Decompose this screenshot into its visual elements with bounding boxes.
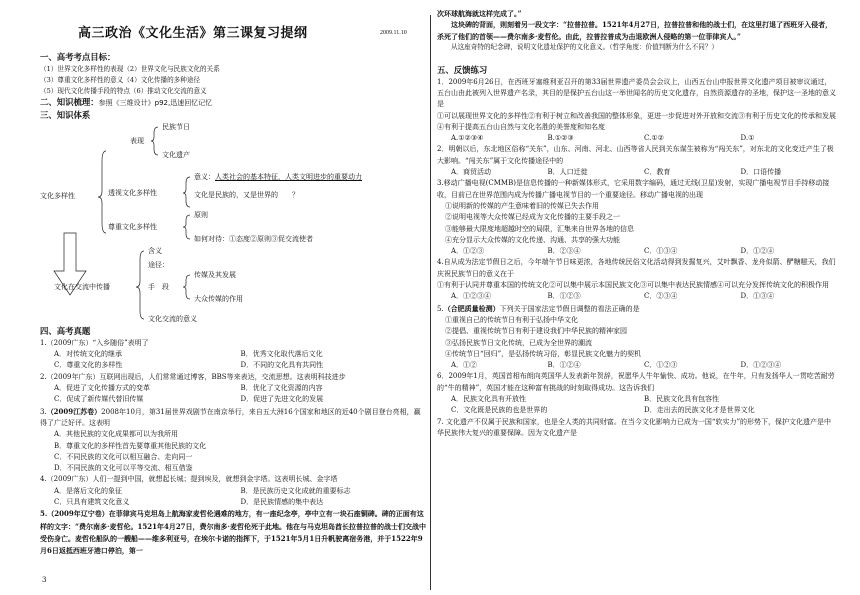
section-heading-2-label: 二、知识梳理： <box>40 97 99 108</box>
question-3-number: 3. <box>40 407 47 416</box>
section-heading-2 <box>40 97 427 110</box>
tree-node-biaoxian: 表现 <box>130 137 144 146</box>
question-4-options <box>40 486 427 509</box>
option: C．尊重文化的多样性 <box>54 361 123 370</box>
option: C．文化既是民族的也是世界的 <box>451 406 548 415</box>
question-5 <box>40 508 427 557</box>
exercise-2: 2．明朝以后，东北地区俗称“关东”，山东、河南、河北、山西等省人民到关东谋生被称为“闯关东”，对东北的文化变迁产生了极大影响。“闯关东”属于文化传播途径中的 <box>437 145 834 165</box>
goal-line: （5）现代文化传播手段的特点（6）推动文化交流的意义 <box>40 87 207 96</box>
right-column <box>437 8 837 439</box>
exercise-1-options <box>437 133 837 144</box>
exercise-2-options <box>437 167 837 178</box>
exercise-6-options <box>437 394 837 417</box>
option: D．①②③④ <box>740 361 782 370</box>
exercise-5-item: ①重视自己的传统节日有利于弘扬中华文化 <box>445 315 578 324</box>
option: B.①②③ <box>547 134 574 143</box>
exercise-5-options <box>437 360 837 371</box>
document-date: 2009.11.10 <box>380 30 407 36</box>
exercise-5-item: ③弘扬民族节日文化传统，已成为全世界的潮流 <box>445 338 592 347</box>
option: C．只具有建筑文化意义 <box>54 498 130 507</box>
option: D.① <box>740 134 755 143</box>
q5-ask: 从这座奇特的纪念碑，说明文化遗址保护的文化意义。（哲学角度：价值判断为什么不同？） <box>451 42 719 51</box>
tree-leaf-definition: 含义 <box>148 247 162 256</box>
option: C．②③④ <box>644 292 678 301</box>
option: D．不同的文化具有共同性 <box>240 361 324 370</box>
exercise-5-number: 5. <box>437 304 444 313</box>
tree-leaf-national-world-text: 文化是民族的，又是世界的 <box>194 191 278 200</box>
tree-leaf-meaning <box>194 173 362 182</box>
option: D．口语传播 <box>740 168 782 177</box>
tree-leaf-media: 传媒及其发展 <box>194 271 236 280</box>
question-2-options <box>40 383 427 406</box>
tree-leaf-mass-media: 大众传媒的作用 <box>194 295 243 304</box>
exercise-7: 7. 文化遗产不仅属于民族和国家，也是全人类的共同财富。在当今文化影响力已成为一国“软实力”的形势下，保护文化遗产是中华民族伟大复兴的重要保障。因为文化遗产是 <box>437 417 832 437</box>
option: B．是民族历史文化成就的重要标志 <box>240 486 351 495</box>
option: D．走出去的民族文化才是世界文化 <box>644 406 755 415</box>
question-3 <box>40 406 427 430</box>
option: B．②③④ <box>547 247 581 256</box>
option: D．①②④ <box>740 247 775 256</box>
tree-leaf-paths: 途径： <box>148 261 169 270</box>
option: B．①②④ <box>547 361 581 370</box>
option: B．尊重文化的多样性首先要尊重其他民族的文化 <box>54 441 207 450</box>
question-5-source: 5.（2009年辽宁卷） <box>40 509 109 519</box>
question-1: 1.（2009广东）“入乡随俗”表明了 <box>40 338 149 347</box>
tree-root-diversity: 文化多样性 <box>40 192 75 201</box>
exercise-5-source: （合肥质量检测） <box>443 303 500 313</box>
tree-node-respect: 尊重文化多样性 <box>108 223 157 232</box>
tree-leaf-festival: 民族节日 <box>162 123 190 132</box>
exercise-5 <box>437 303 837 315</box>
knowledge-tree <box>40 121 427 326</box>
exercise-6: 6．2009年1月，英国首相布朗向英国华人发表新年贺辞，祝愿华人牛年愉快、成功。他说，在牛年，只有发扬华人一贯吃苦耐劳的“牛的精神”，英国才能在这种富有挑战的时刻取得成功。这告诉我们 <box>437 372 835 392</box>
q5-continued: 次环球航海就这样完成了。” <box>437 9 522 18</box>
option: A．其他民族的文化成果都可以为我所用 <box>54 430 179 439</box>
option: C．不同民族的文化可以相互融合、走向同一 <box>54 452 193 461</box>
section-heading-4: 四、高考真题 <box>40 326 91 337</box>
exercise-4-options <box>437 291 837 302</box>
exercise-5-item: ④传统节日“回归”，是弘扬传统习俗，彰显民族文化魅力的契机 <box>445 349 642 358</box>
option: A.①②③④ <box>451 134 484 143</box>
exercise-3: 3.移动广播电视(CMMB)是信息传播的一种新媒体形式，它采用数字编码，通过无线(卫星)发射，实现广播电视节目手持移动接收，目前已在世界范围内成为传播广播电视节目的一个重要途径。移动广播电视的出现 <box>437 179 830 199</box>
option: A．民族文化具有开放性 <box>451 395 527 403</box>
page-number: 3 <box>42 576 47 584</box>
option: D．①③④ <box>740 292 775 301</box>
exercise-3-item: ④充分显示大众传媒的文化传递、沟通、共享的强大功能 <box>445 235 620 244</box>
question-4: 4.（2009广东）人们一提到中国，就想起长城；提到埃及，就想到金字塔。这表明长城、金字塔 <box>40 475 338 484</box>
exercise-3-item: ①说明新的传媒的产生意味着旧的传媒已失去作用 <box>445 201 599 210</box>
section-heading-3: 三、知识体系 <box>40 109 91 120</box>
tree-question-mark: ？ <box>292 191 299 200</box>
question-3-source: （2009江苏卷） <box>46 406 102 416</box>
goal-line: （3）尊重文化多样性的意义（4）文化传播的多种途径 <box>40 75 201 84</box>
page-title: 高三政治《文化生活》第三课复习提纲 <box>78 26 308 41</box>
spacer <box>437 53 837 65</box>
tree-leaf-principle: 原则 <box>194 211 208 220</box>
question-3-options <box>40 429 427 474</box>
option: C．①②③ <box>644 361 678 370</box>
option: C．促成了新传媒代替旧传媒 <box>54 395 144 404</box>
exercise-3-item: ③能够最大限度地超越时空的局限，汇集来自世界各地的信息 <box>445 224 634 233</box>
option: A．商贸活动 <box>451 168 492 177</box>
option: A．对传统文化的继承 <box>54 350 123 359</box>
option: B．①②③ <box>547 292 581 301</box>
option: C．①③④ <box>644 247 678 256</box>
exercise-1-items: ①可以展现世界文化的多样性②有利于树立和改善我国的整体形象，更进一步促进对外开放和交流③有利于历史文化的传承和发展④有利于提高五台山自然与文化名胜的美誉度和知名度 <box>437 111 836 131</box>
column-divider <box>430 15 431 590</box>
tree-leaf-heritage: 文化遗产 <box>162 151 190 160</box>
section-heading-1: 一、高考考点目标： <box>40 52 116 62</box>
option: A．是落后文化的象征 <box>54 486 123 495</box>
option: B．优秀文化取代落后文化 <box>240 350 323 359</box>
q5-back-text: 这块碑的背面，则刻着另一段文字：“拉普拉普。1521年4月27日，拉普拉普和他的战士们，在这里打退了西班牙入侵者，杀死了他们的首领——费尔南多·麦哲伦。由此，拉普拉普成为击退欧洲人侵略的第一位菲律宾人。” <box>437 20 833 41</box>
option: D．不同民族的文化可以平等交流、相互借鉴 <box>54 464 193 473</box>
tree-leaf-meaning-label: 意义： <box>194 173 215 182</box>
exercise-3-item: ②说明电视等大众传媒已经成为文化传播的主要手段之一 <box>445 213 620 222</box>
question-1-options <box>40 349 427 372</box>
option: A．①② <box>451 361 478 370</box>
tree-node-toushi: 透视文化多样性 <box>108 189 157 198</box>
tree-leaf-meaning-text: 人类社会的基本特征，人类文明进步的重要动力 <box>215 173 362 182</box>
option: A．①②③④ <box>451 292 492 301</box>
option: C．教育 <box>644 168 671 177</box>
tree-leaf-national-world <box>194 191 299 200</box>
question-5-text: 在菲律宾马克坦岛上航海家麦哲伦遇难的地方，有一座纪念亭，亭中立有一块石座铜碑。碑的正面有这样的文字：“费尔南多·麦哲伦。1521年4月27日，费尔南多·麦哲伦死于此地。他在与马克坦岛酋长拉普拉普的战士们交战中受伤身亡。麦哲伦船队的一艘船——维多利亚号，在埃尔卡诺的指挥下，于1521年5月1日升帆驶离宿务港，并于1522年9月6日返抵西班牙港口停泊，第一 <box>40 509 426 556</box>
option: A．①②③ <box>451 247 485 256</box>
option: D．是民族情感的集中表达 <box>240 498 324 507</box>
tree-leaf-exchange-meaning: 文化交流的意义 <box>148 315 197 324</box>
option: B．人口迁徙 <box>547 168 588 177</box>
exercise-4-items: ①有利于认同并尊重本国的传统文化②可以集中展示本国民族文化③可以集中表达民族情感④可以充分发挥传统文化的积极作用 <box>437 281 829 290</box>
question-3-text: 2008年10月，第31届世界戏剧节在南京举行，来自五大洲16个国家和地区的近40个剧目登台亮相，赢得了广泛好评。这表明 <box>40 407 421 427</box>
section-heading-2-note: 参照《三维设计》p92,迅速回忆记忆 <box>98 99 213 108</box>
exercise-5-item: ②提倡、重视传统节日有利于建设我们中华民族的精神家园 <box>445 327 627 336</box>
tree-node-means: 手 段 <box>148 283 169 292</box>
exercise-1: 1．2009年6月26日，在西班牙塞维利亚召开的第33届世界遗产委员会会议上，山西五台山申报世界文化遗产项目被审议通过，五台山由此被列入世界遗产名录，其目的是保护五台山这一举世闻名的历史文化遗存，自然资源遗存的圣地，保护这一圣地的意义是 <box>437 77 836 109</box>
question-2: 2.（2009年广东）互联网出现后，人们常常通过博客，BBS等来表达，交流思想。这表明科技进步 <box>40 372 346 381</box>
option: C.①② <box>644 134 664 143</box>
exercise-3-options <box>437 246 837 257</box>
tree-leaf-how: 如何对待：①态度②原则③促交流使者 <box>194 235 313 244</box>
section-heading-5: 五、反馈练习 <box>437 65 488 76</box>
option: A．促进了文化传播方式的变革 <box>54 384 151 393</box>
option: B．民族文化具有包容性 <box>644 395 720 403</box>
left-column <box>40 52 427 558</box>
option: B．优化了文化资源的内容 <box>240 384 323 393</box>
exercise-4: 4.自从成为法定节假日之后，今年端午节日味更浓，各地传统民俗文化活动得到发掘复兴，艾叶飘香、龙舟似箭、酽糖糍天，我们庆祝民族节日的意义在于 <box>437 258 836 278</box>
tree-root-spread: 文化在交流中传播 <box>54 283 110 292</box>
option: D．促进了先进文化的发展 <box>240 395 324 404</box>
goal-line: （1）世界文化多样性的表现（2）世界文化与民族文化的关系 <box>40 64 220 73</box>
exercise-5-text: 下列关于国家法定节假日调整的看法正确的是 <box>499 304 640 313</box>
